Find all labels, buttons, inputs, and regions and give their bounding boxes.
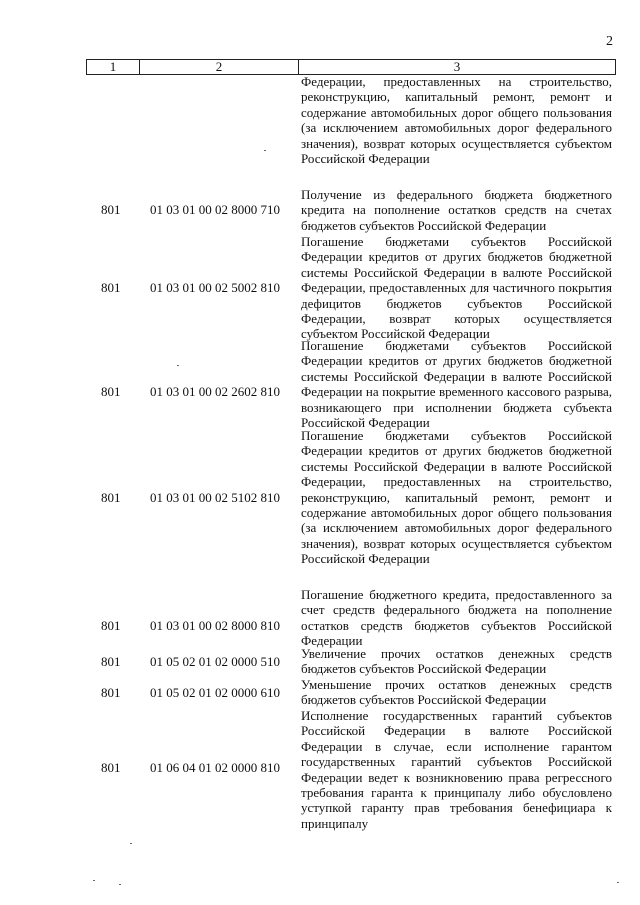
description-line: (за исключением автомобильных дорог федерального bbox=[301, 520, 612, 536]
description-line: бюджетов субъектов Российской Федерации bbox=[301, 661, 547, 677]
header-col-1: 1 bbox=[87, 60, 140, 74]
description-line: Исполнение государственных гарантий субъектов bbox=[301, 708, 612, 723]
description-line: реконструкцию, капитальный ремонт, ремонт и bbox=[301, 89, 612, 105]
header-col-3: 3 bbox=[453, 59, 461, 74]
row-description bbox=[301, 187, 612, 233]
description-line: Уменьшение прочих остатков денежных средств bbox=[301, 677, 612, 692]
description-line: требования гаранта к принципалу либо обусловлено bbox=[301, 785, 612, 801]
header-col-2: 2 bbox=[140, 60, 299, 74]
scan-speck bbox=[177, 365, 179, 366]
admin-code: 801 bbox=[101, 384, 121, 400]
row-description bbox=[301, 587, 612, 649]
description-line: Российской Федерации bbox=[301, 551, 430, 567]
admin-code: 801 bbox=[101, 617, 121, 633]
page-number: 2 bbox=[606, 34, 613, 49]
description-line: (за исключением автомобильных дорог федерального bbox=[301, 120, 612, 136]
description-line: возникающего при исполнении бюджета субъекта bbox=[301, 399, 612, 415]
budget-classification-code: 01 03 01 00 02 8000 710 bbox=[150, 202, 280, 218]
description-line: Погашение бюджетного кредита, предоставленного за bbox=[301, 587, 612, 602]
description-line: Погашение бюджетами субъектов Российской bbox=[301, 234, 612, 249]
description-line: Федерации, предоставленных на строительство, bbox=[301, 74, 612, 89]
description-line: Получение из федерального бюджета бюджетного bbox=[301, 187, 612, 202]
admin-code: 801 bbox=[101, 653, 121, 669]
scan-speck bbox=[264, 150, 266, 151]
description-line: Федерации кредитов от других бюджетов бюджетной bbox=[301, 249, 612, 265]
description-line: Федерации на покрытие временного кассового разрыва, bbox=[301, 384, 612, 400]
row-description bbox=[301, 677, 612, 708]
budget-classification-code: 01 03 01 00 02 8000 810 bbox=[150, 617, 280, 633]
description-line: Российской Федерации bbox=[301, 151, 430, 167]
description-line: Федерации ведет к возникновению права регрессного bbox=[301, 769, 612, 785]
description-line: Российской Федерации в валюте Российской bbox=[301, 723, 612, 739]
row-description bbox=[301, 338, 612, 430]
description-line: содержание автомобильных дорог общего пользования bbox=[301, 104, 612, 120]
scan-speck bbox=[119, 884, 121, 885]
description-line: государственных гарантий субъектов Российской bbox=[301, 754, 612, 770]
description-line: Российской Федерации bbox=[301, 415, 430, 431]
table-header bbox=[86, 59, 616, 75]
row-description bbox=[301, 428, 612, 567]
budget-classification-code: 01 03 01 00 02 2602 810 bbox=[150, 384, 280, 400]
description-line: принципалу bbox=[301, 815, 369, 831]
budget-classification-code: 01 05 02 01 02 0000 510 bbox=[150, 653, 280, 669]
budget-classification-code: 01 06 04 01 02 0000 810 bbox=[150, 760, 280, 776]
description-line: Погашение бюджетами субъектов Российской bbox=[301, 338, 612, 353]
description-line: Федерации кредитов от других бюджетов бюджетной bbox=[301, 443, 612, 459]
budget-classification-code: 01 03 01 00 02 5002 810 bbox=[150, 280, 280, 296]
row-description bbox=[301, 74, 612, 166]
admin-code: 801 bbox=[101, 280, 121, 296]
description-line: Увеличение прочих остатков денежных средств bbox=[301, 646, 612, 661]
description-line: Федерации bbox=[301, 633, 363, 649]
description-line: Погашение бюджетами субъектов Российской bbox=[301, 428, 612, 443]
description-line: значения), возврат которых осуществляется субъектом bbox=[301, 135, 612, 151]
description-line: системы Российской Федерации в валюте Российской bbox=[301, 458, 612, 474]
description-line: реконструкцию, капитальный ремонт, ремонт и bbox=[301, 489, 612, 505]
budget-classification-code: 01 03 01 00 02 5102 810 bbox=[150, 489, 280, 505]
description-line: остатков средств бюджетов субъектов Российской bbox=[301, 617, 612, 633]
description-line: Федерации, предоставленных для частичного покрытия bbox=[301, 280, 612, 296]
scan-speck bbox=[93, 880, 95, 881]
admin-code: 801 bbox=[101, 202, 121, 218]
description-line: системы Российской Федерации в валюте Российской bbox=[301, 264, 612, 280]
row-description bbox=[301, 708, 612, 831]
description-line: бюджетов субъектов Российской Федерации bbox=[301, 692, 547, 708]
description-line: содержание автомобильных дорог общего пользования bbox=[301, 505, 612, 521]
admin-code: 801 bbox=[101, 684, 121, 700]
admin-code: 801 bbox=[101, 760, 121, 776]
description-line: счет средств федерального бюджета на пополнение bbox=[301, 602, 612, 618]
description-line: Федерации в случае, если исполнение гарантом bbox=[301, 738, 612, 754]
scan-speck bbox=[617, 882, 619, 883]
description-line: субъектом Российской Федерации bbox=[301, 326, 490, 342]
description-line: Федерации кредитов от других бюджетов бюджетной bbox=[301, 353, 612, 369]
admin-code: 801 bbox=[101, 489, 121, 505]
description-line: Федерации, возврат которых осуществляется bbox=[301, 311, 612, 327]
row-description bbox=[301, 646, 612, 677]
description-line: значения), возврат которых осуществляется субъектом bbox=[301, 535, 612, 551]
description-line: Федерации, предоставленных на строительство, bbox=[301, 474, 612, 490]
description-line: кредита на пополнение остатков средств на счетах bbox=[301, 202, 612, 218]
description-line: уступкой гаранту прав требования бенефициара к bbox=[301, 800, 612, 816]
scan-speck bbox=[130, 843, 132, 844]
description-line: системы Российской Федерации в валюте Российской bbox=[301, 368, 612, 384]
row-description bbox=[301, 234, 612, 342]
budget-classification-code: 01 05 02 01 02 0000 610 bbox=[150, 684, 280, 700]
description-line: бюджетов субъектов Российской Федерации bbox=[301, 217, 547, 233]
description-line: дефицитов бюджетов субъектов Российской bbox=[301, 295, 612, 311]
